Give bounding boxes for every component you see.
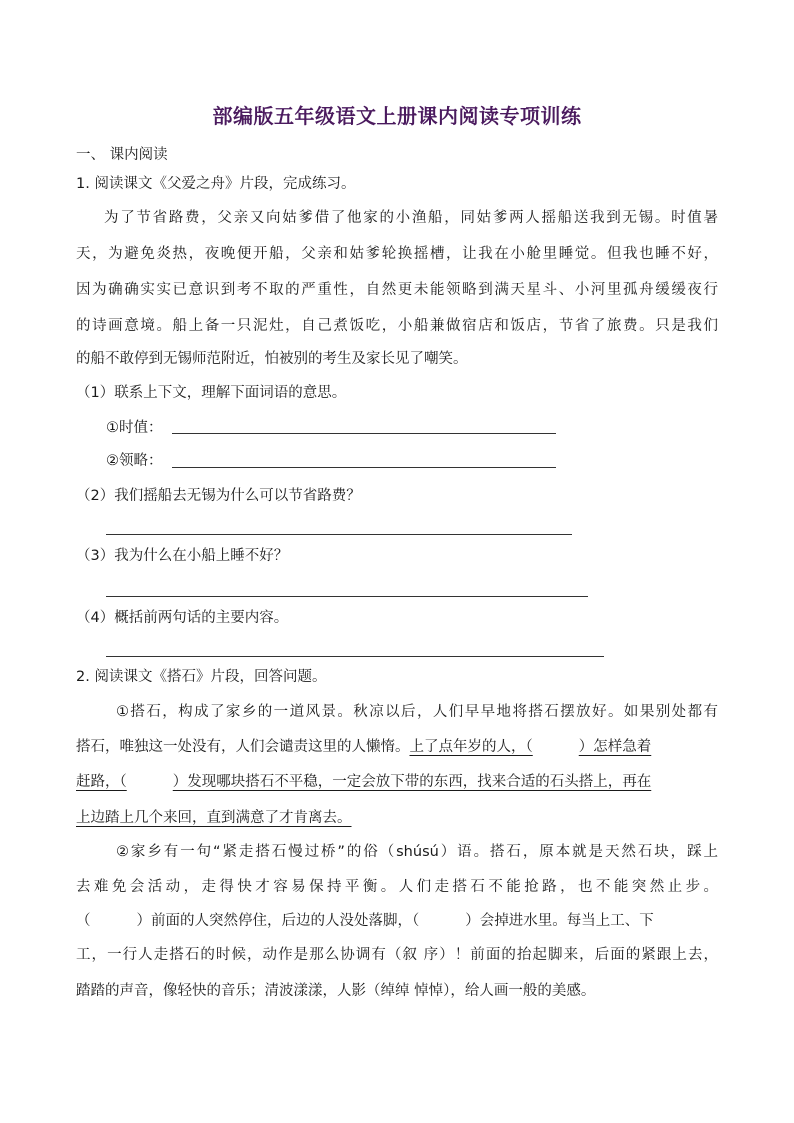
- q2-p1-line: ①搭石，构成了家乡的一道风景。秋凉以后，人们早早地将搭石摆放好。如果别处都有: [116, 704, 718, 720]
- paren: （: [76, 913, 91, 929]
- answer-line[interactable]: [106, 534, 572, 535]
- answer-line[interactable]: [172, 433, 556, 434]
- q2-p1-line: [76, 737, 651, 757]
- q1-passage-line: 天，为避免炎热，夜晚便开船，父亲和姑爹轮换摇槽，让我在小舱里睡觉。但我也睡不好，: [76, 246, 718, 262]
- q2-p1-line: 上边踏上几个来回，直到满意了才肯离去。: [76, 810, 352, 826]
- q2-p2-line: 工，一行人走搭石的时候，动作是那么协调有（叙 序）！前面的抬起脚来，后面的紧跟上去，: [76, 947, 718, 963]
- q1-passage-line: 的诗画意境。船上备一只泥灶，自己煮饭吃，小船兼做宿店和饭店，节省了旅费。只是我们: [76, 318, 718, 334]
- q1-sub4: （4）概括前两句话的主要内容。: [76, 610, 289, 626]
- answer-line[interactable]: [106, 596, 588, 597]
- q2-heading: 2. 阅读课文《搭石》片段，回答问题。: [76, 669, 327, 685]
- q1-sub3: （3）我为什么在小船上睡不好？: [76, 548, 289, 564]
- q2-p2-text: ）会掉进水里。每当上工、下: [465, 913, 654, 929]
- q2-p1-line: [76, 772, 651, 792]
- q1-passage-line: 为了节省路费，父亲又向姑爹借了他家的小渔船，同姑爹两人摇船送我到无锡。时值暑: [104, 210, 718, 226]
- answer-line[interactable]: [106, 656, 604, 657]
- underlined-sentence: [76, 774, 651, 790]
- underlined-text: ）怎样急着: [578, 739, 652, 755]
- q1-heading: 1. 阅读课文《父爱之舟》片段，完成练习。: [76, 176, 356, 192]
- q2-p1-text: 搭石，唯独这一处没有，人们会谴责这里的人懒惰。: [76, 739, 410, 755]
- underlined-text: ）发现哪块搭石不平稳，一定会放下带的东西，找来合适的石头搭上，再在: [172, 774, 652, 790]
- q1-sub1: （1）联系上下文，理解下面词语的意思。: [76, 385, 347, 401]
- q2-p2-line: [76, 911, 718, 931]
- q2-p2-text: ）前面的人突然停住，后边的人没处落脚，（: [136, 913, 420, 929]
- answer-line[interactable]: [172, 467, 556, 468]
- q2-p2-segment: [76, 911, 654, 931]
- underlined-sentence: [410, 739, 652, 755]
- q2-p2-line: ②家乡有一句“紧走搭石慢过桥”的俗（shúsú）语。搭石，原本就是天然石块，踩上: [116, 844, 718, 860]
- section-heading: 一、 课内阅读: [76, 147, 168, 163]
- q2-p2-line: 去难免会活动，走得快才容易保持平衡。人们走搭石不能抢路，也不能突然止步。: [76, 879, 718, 895]
- q2-p2-line: 踏踏的声音，像轻快的音乐；清波漾漾，人影（绰绰 悼悼），给人画一般的美感。: [76, 983, 596, 999]
- page-title: 部编版五年级语文上册课内阅读专项训练: [212, 104, 582, 128]
- underlined-text: 上了点年岁的人，（: [409, 739, 533, 755]
- q1-sub1-term-a: ①时值：: [106, 420, 163, 436]
- underlined-text: 赶路，（: [76, 774, 127, 790]
- q1-sub1-term-b: ②领略：: [106, 453, 163, 469]
- q1-sub2: （2）我们摇船去无锡为什么可以节省路费？: [76, 488, 361, 504]
- q1-passage-line: 因为确确实实已意识到考不取的严重性，自然更未能领略到满天星斗、小河里孤舟缓缓夜行: [76, 282, 718, 298]
- q1-passage-line: 的船不敢停到无锡师范附近，怕被别的考生及家长见了嘲笑。: [76, 351, 468, 367]
